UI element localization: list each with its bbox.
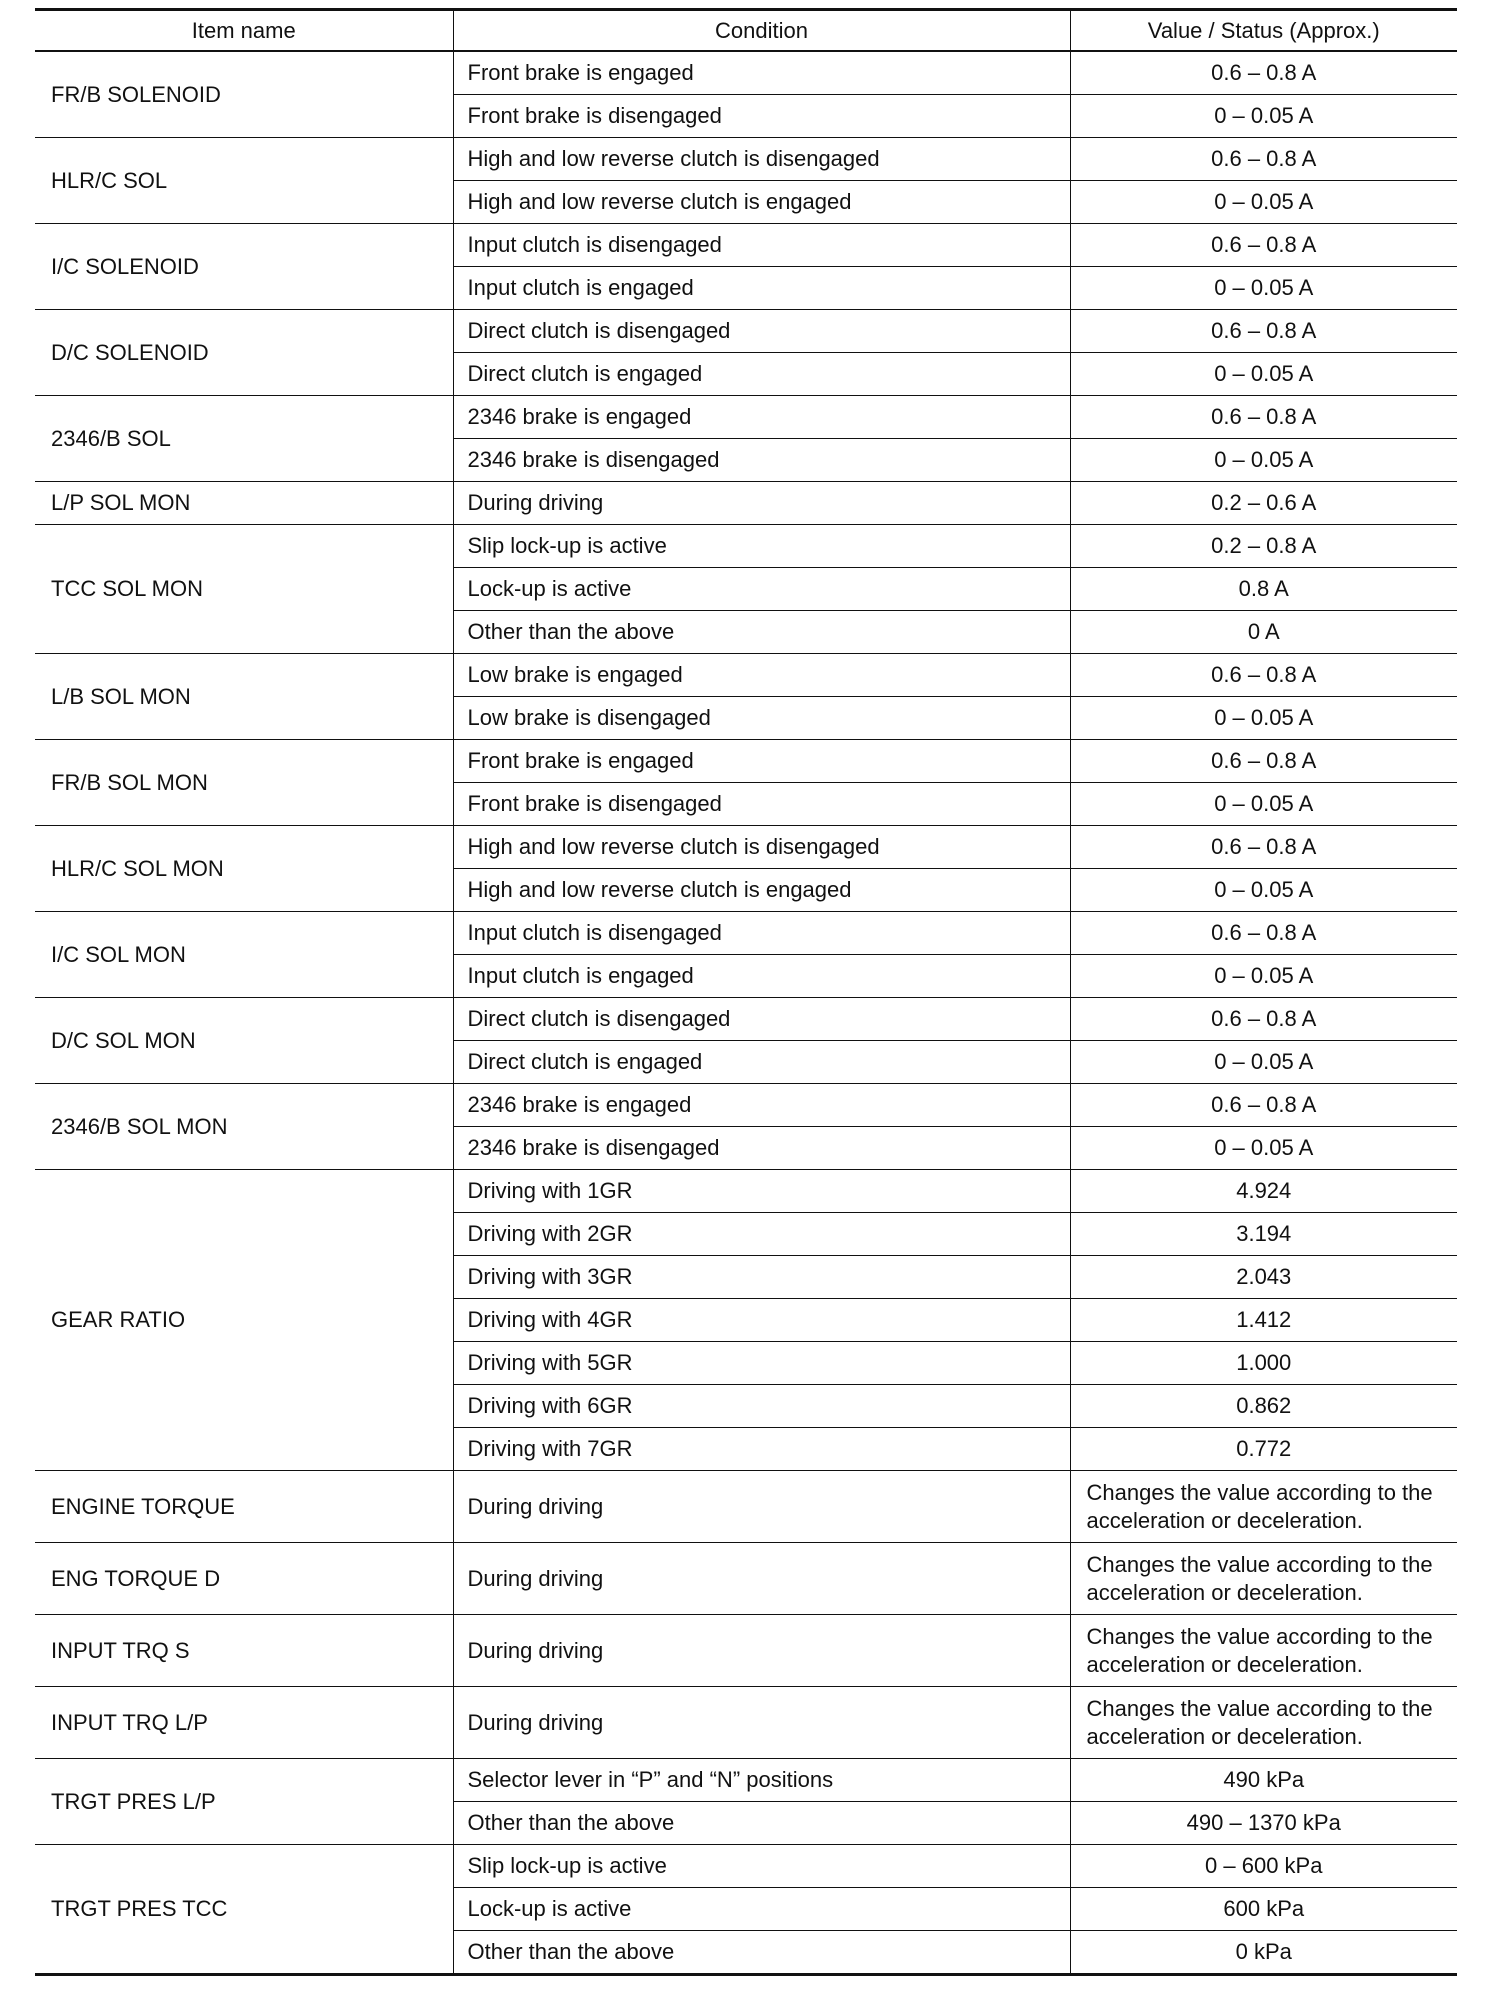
table-header-row xyxy=(35,10,1457,52)
table-row xyxy=(35,1084,1457,1127)
value-cell: 0.6 – 0.8 A xyxy=(1070,740,1457,783)
condition-cell: Other than the above xyxy=(453,1802,1070,1845)
value-cell: 0.6 – 0.8 A xyxy=(1070,310,1457,353)
table-row xyxy=(35,1615,1457,1687)
condition-cell: Input clutch is engaged xyxy=(453,267,1070,310)
condition-cell: Driving with 5GR xyxy=(453,1342,1070,1385)
value-cell: 0.6 – 0.8 A xyxy=(1070,998,1457,1041)
table-row xyxy=(35,396,1457,439)
condition-cell: During driving xyxy=(453,1471,1070,1543)
condition-cell: Front brake is engaged xyxy=(453,51,1070,95)
value-cell: 0.6 – 0.8 A xyxy=(1070,654,1457,697)
value-cell: 2.043 xyxy=(1070,1256,1457,1299)
condition-cell: During driving xyxy=(453,482,1070,525)
value-cell: 0 – 0.05 A xyxy=(1070,95,1457,138)
condition-cell: High and low reverse clutch is engaged xyxy=(453,869,1070,912)
condition-cell: Driving with 7GR xyxy=(453,1428,1070,1471)
item-name-cell: INPUT TRQ L/P xyxy=(35,1687,453,1759)
value-cell: Changes the value according to the acceleration or deceleration. xyxy=(1070,1615,1457,1687)
value-cell: Changes the value according to the acceleration or deceleration. xyxy=(1070,1471,1457,1543)
value-cell: 0 – 0.05 A xyxy=(1070,267,1457,310)
condition-cell: Low brake is engaged xyxy=(453,654,1070,697)
value-cell: 600 kPa xyxy=(1070,1888,1457,1931)
item-name-cell: I/C SOL MON xyxy=(35,912,453,998)
value-cell: 0.862 xyxy=(1070,1385,1457,1428)
condition-cell: Front brake is disengaged xyxy=(453,95,1070,138)
table-row xyxy=(35,1170,1457,1213)
table-row xyxy=(35,525,1457,568)
value-cell: 490 kPa xyxy=(1070,1759,1457,1802)
condition-cell: Input clutch is disengaged xyxy=(453,224,1070,267)
table-row xyxy=(35,1759,1457,1802)
item-name-cell: 2346/B SOL xyxy=(35,396,453,482)
table-row xyxy=(35,826,1457,869)
item-name-cell: FR/B SOL MON xyxy=(35,740,453,826)
value-cell: Changes the value according to the acceleration or deceleration. xyxy=(1070,1687,1457,1759)
header-item-name: Item name xyxy=(35,10,453,52)
condition-cell: Other than the above xyxy=(453,611,1070,654)
condition-cell: Input clutch is engaged xyxy=(453,955,1070,998)
value-cell: Changes the value according to the acceleration or deceleration. xyxy=(1070,1543,1457,1615)
item-name-cell: TRGT PRES TCC xyxy=(35,1845,453,1975)
condition-cell: During driving xyxy=(453,1543,1070,1615)
condition-cell: Low brake is disengaged xyxy=(453,697,1070,740)
table-row xyxy=(35,654,1457,697)
item-name-cell: 2346/B SOL MON xyxy=(35,1084,453,1170)
value-cell: 0.772 xyxy=(1070,1428,1457,1471)
value-cell: 0 A xyxy=(1070,611,1457,654)
table-row xyxy=(35,740,1457,783)
table-row xyxy=(35,1471,1457,1543)
value-cell: 3.194 xyxy=(1070,1213,1457,1256)
value-cell: 0.6 – 0.8 A xyxy=(1070,396,1457,439)
condition-cell: High and low reverse clutch is disengaged xyxy=(453,138,1070,181)
value-cell: 0.2 – 0.8 A xyxy=(1070,525,1457,568)
value-cell: 0.6 – 0.8 A xyxy=(1070,912,1457,955)
condition-cell: Driving with 2GR xyxy=(453,1213,1070,1256)
table-row xyxy=(35,138,1457,181)
value-cell: 0 – 0.05 A xyxy=(1070,181,1457,224)
condition-cell: Lock-up is active xyxy=(453,1888,1070,1931)
item-name-cell: D/C SOLENOID xyxy=(35,310,453,396)
value-cell: 0 – 0.05 A xyxy=(1070,439,1457,482)
value-cell: 0.6 – 0.8 A xyxy=(1070,51,1457,95)
item-name-cell: HLR/C SOL MON xyxy=(35,826,453,912)
value-cell: 490 – 1370 kPa xyxy=(1070,1802,1457,1845)
value-cell: 0 kPa xyxy=(1070,1931,1457,1975)
condition-cell: Direct clutch is engaged xyxy=(453,1041,1070,1084)
header-condition: Condition xyxy=(453,10,1070,52)
condition-cell: Direct clutch is disengaged xyxy=(453,998,1070,1041)
item-name-cell: TCC SOL MON xyxy=(35,525,453,654)
value-cell: 0 – 0.05 A xyxy=(1070,783,1457,826)
condition-cell: Slip lock-up is active xyxy=(453,1845,1070,1888)
value-cell: 0.6 – 0.8 A xyxy=(1070,138,1457,181)
table-row xyxy=(35,1845,1457,1888)
condition-cell: Driving with 4GR xyxy=(453,1299,1070,1342)
condition-cell: Direct clutch is disengaged xyxy=(453,310,1070,353)
value-cell: 0 – 0.05 A xyxy=(1070,1127,1457,1170)
table-row xyxy=(35,1543,1457,1615)
value-cell: 0 – 0.05 A xyxy=(1070,697,1457,740)
item-name-cell: D/C SOL MON xyxy=(35,998,453,1084)
data-monitor-table xyxy=(35,8,1457,1976)
table-row xyxy=(35,310,1457,353)
item-name-cell: ENGINE TORQUE xyxy=(35,1471,453,1543)
condition-cell: 2346 brake is disengaged xyxy=(453,1127,1070,1170)
value-cell: 1.412 xyxy=(1070,1299,1457,1342)
condition-cell: Driving with 3GR xyxy=(453,1256,1070,1299)
value-cell: 0 – 600 kPa xyxy=(1070,1845,1457,1888)
value-cell: 0.6 – 0.8 A xyxy=(1070,1084,1457,1127)
condition-cell: Lock-up is active xyxy=(453,568,1070,611)
condition-cell: High and low reverse clutch is disengaged xyxy=(453,826,1070,869)
condition-cell: 2346 brake is engaged xyxy=(453,396,1070,439)
condition-cell: During driving xyxy=(453,1615,1070,1687)
value-cell: 0.2 – 0.6 A xyxy=(1070,482,1457,525)
table-row xyxy=(35,51,1457,95)
item-name-cell: GEAR RATIO xyxy=(35,1170,453,1471)
item-name-cell: INPUT TRQ S xyxy=(35,1615,453,1687)
value-cell: 0.6 – 0.8 A xyxy=(1070,826,1457,869)
value-cell: 4.924 xyxy=(1070,1170,1457,1213)
value-cell: 0 – 0.05 A xyxy=(1070,353,1457,396)
condition-cell: Driving with 6GR xyxy=(453,1385,1070,1428)
table-body xyxy=(35,51,1457,1975)
condition-cell: 2346 brake is disengaged xyxy=(453,439,1070,482)
item-name-cell: L/B SOL MON xyxy=(35,654,453,740)
condition-cell: Other than the above xyxy=(453,1931,1070,1975)
table-row xyxy=(35,1687,1457,1759)
condition-cell: Driving with 1GR xyxy=(453,1170,1070,1213)
condition-cell: Front brake is disengaged xyxy=(453,783,1070,826)
table-row xyxy=(35,482,1457,525)
table-row xyxy=(35,224,1457,267)
value-cell: 1.000 xyxy=(1070,1342,1457,1385)
item-name-cell: TRGT PRES L/P xyxy=(35,1759,453,1845)
table-row xyxy=(35,998,1457,1041)
value-cell: 0.8 A xyxy=(1070,568,1457,611)
condition-cell: 2346 brake is engaged xyxy=(453,1084,1070,1127)
condition-cell: Direct clutch is engaged xyxy=(453,353,1070,396)
value-cell: 0 – 0.05 A xyxy=(1070,955,1457,998)
item-name-cell: I/C SOLENOID xyxy=(35,224,453,310)
table-row xyxy=(35,912,1457,955)
condition-cell: Front brake is engaged xyxy=(453,740,1070,783)
item-name-cell: HLR/C SOL xyxy=(35,138,453,224)
item-name-cell: L/P SOL MON xyxy=(35,482,453,525)
condition-cell: Selector lever in “P” and “N” positions xyxy=(453,1759,1070,1802)
condition-cell: During driving xyxy=(453,1687,1070,1759)
item-name-cell: FR/B SOLENOID xyxy=(51,81,221,107)
condition-cell: Input clutch is disengaged xyxy=(453,912,1070,955)
condition-cell: Slip lock-up is active xyxy=(453,525,1070,568)
header-value-status: Value / Status (Approx.) xyxy=(1070,10,1457,52)
condition-cell: High and low reverse clutch is engaged xyxy=(453,181,1070,224)
value-cell: 0 – 0.05 A xyxy=(1070,1041,1457,1084)
value-cell: 0 – 0.05 A xyxy=(1070,869,1457,912)
value-cell: 0.6 – 0.8 A xyxy=(1070,224,1457,267)
item-name-cell: ENG TORQUE D xyxy=(35,1543,453,1615)
